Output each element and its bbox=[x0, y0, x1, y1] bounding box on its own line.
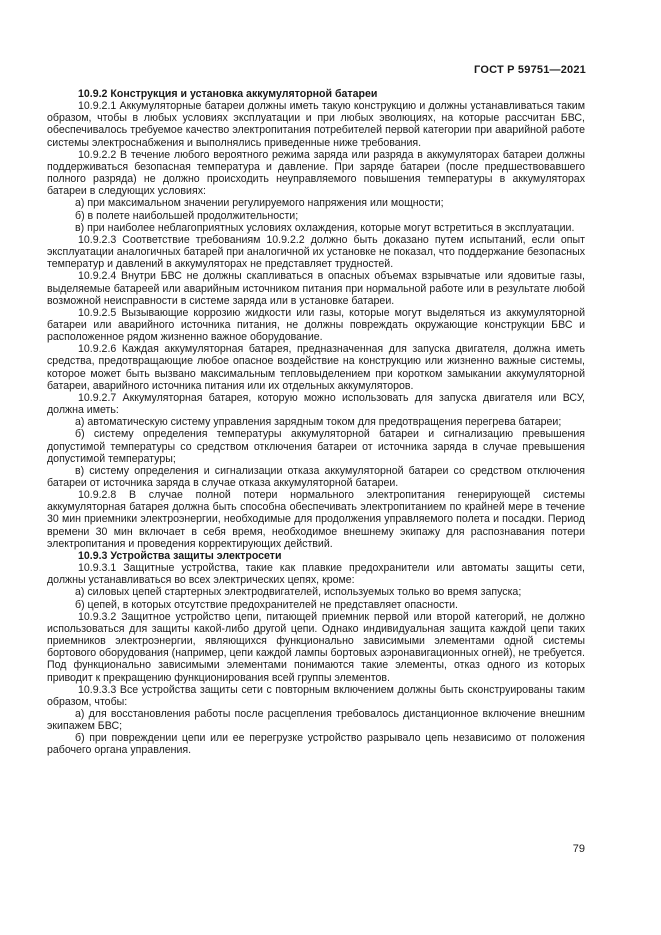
list-item: б) в полете наибольшей продолжительности; bbox=[75, 209, 299, 222]
section-heading: 10.9.2 Конструкция и установка аккумуляторной батареи bbox=[78, 88, 378, 100]
list-item: б) систему определения температуры аккумуляторной батареи и сигнализацию превышения допустимой температуры со средством отключения батареи от источника заряда в случае превышения допустимой температуры; bbox=[47, 428, 585, 465]
list-item: в) при наиболее неблагоприятных условиях охлаждения, которые могут встретиться в эксплуатации. bbox=[75, 221, 575, 234]
document-code: ГОСТ Р 59751—2021 bbox=[474, 64, 586, 76]
document-body bbox=[47, 88, 585, 757]
paragraph: 10.9.3.3 Все устройства защиты сети с повторным включением должны быть сконструированы таким образом, чтобы: bbox=[47, 683, 585, 708]
list-item: а) для восстановления работы после расцепления требовалось дистанционное включение внешним экипажем БВС; bbox=[47, 707, 585, 733]
paragraph: 10.9.3.2 Защитное устройство цепи, питающей приемник первой или второй категорий, не должно использоваться для защиты какой-либо другой цепи. Однако индивидуальная защита каждой цепи таких приемников электроэнергии, являющихся функционально зависимыми элементами одной системы бортового оборудования (например, цепи каждой лампы бортовых аэронавигационных огней), не требуется. Под функционально зависимыми элементами понимаются такие элементы, отказ одного из которых приводит к прекращению функционирования всей группы элементов. bbox=[47, 610, 585, 684]
paragraph: 10.9.2.6 Каждая аккумуляторная батарея, предназначенная для запуска двигателя, должна иметь средства, предотвращающие любое опасное воздействие на конструкцию или жизненно важные системы, которое может быть вызвано максимальным тепловыделением при коротком замыкании аккумуляторной батареи, аварийного источника питания или их отдельных аккумуляторов. bbox=[47, 343, 585, 392]
paragraph: 10.9.2.7 Аккумуляторная батарея, которую можно использовать для запуска двигателя или ВСУ, должна иметь: bbox=[47, 391, 585, 417]
paragraph: 10.9.2.3 Соответствие требованиям 10.9.2.2 должно быть доказано путем испытаний, если опыт эксплуатации аналогичных батарей при аналогичной их установке не показал, что поддержание безопасных температур и давлений в аккумуляторах не представляет трудностей. bbox=[47, 233, 585, 271]
page-number: 79 bbox=[572, 843, 585, 855]
paragraph: 10.9.2.5 Вызывающие коррозию жидкости или газы, которые могут выделяться из аккумуляторной батареи или аварийного источника питания, не должны повреждать окружающие конструкции БВС и расположенное рядом жизненно важное оборудование. bbox=[47, 306, 585, 344]
list-item: б) при повреждении цепи или ее перегрузке устройство разрывало цепь независимо от положения рабочего органа управления. bbox=[47, 732, 585, 757]
paragraph: 10.9.2.4 Внутри БВС не должны скапливаться в опасных объемах взрывчатые или ядовитые газы, выделяемые батареей или аварийным источником питания при нормальной работе или в результате любой возможной неисправности в системе заряда или в установке батареи. bbox=[47, 270, 585, 307]
paragraph: 10.9.2.8 В случае полной потери нормального электропитания генерирующей системы аккумуляторная батарея должна быть способна обеспечивать электропитанием по крайней мере в течение 30 мин приемники электроэнергии, необходимые для продолжения управляемого полета и посадки. Период времени 30 мин включает в себя время, необходимое внешнему экипажу для распознавания потери электропитания и проведения корректирующих действий. bbox=[47, 489, 585, 550]
list-item: в) систему определения и сигнализации отказа аккумуляторной батареи со средством отключения батареи от источника заряда в случае отказа аккумуляторной батареи. bbox=[47, 464, 585, 489]
section-heading: 10.9.3 Устройства защиты электросети bbox=[78, 549, 282, 562]
list-item: б) цепей, в которых отсутствие предохранителей не представляет опасности. bbox=[75, 598, 458, 611]
list-item: а) при максимальном значении регулируемого напряжения или мощности; bbox=[75, 197, 444, 210]
list-item: а) автоматическую систему управления зарядным током для предотвращения перегрева батареи; bbox=[75, 416, 562, 429]
paragraph: 10.9.2.2 В течение любого вероятного режима заряда или разряда в аккумуляторах батареи должны поддерживаться безопасная температура и давление. При заряде батареи (после предшествовавшего полного разряда) не должно происходить неуправляемого повышения температуры в аккумуляторах батареи в следующих условиях: bbox=[47, 148, 585, 198]
paragraph: 10.9.3.1 Защитные устройства, такие как плавкие предохранители или автоматы защиты сети, должны устанавливаться во всех электрических цепях, кроме: bbox=[47, 562, 585, 587]
list-item: а) силовых цепей стартерных электродвигателей, используемых только во время запуска; bbox=[75, 586, 522, 599]
paragraph: 10.9.2.1 Аккумуляторные батареи должны иметь такую конструкцию и должны устанавливаться таким образом, чтобы в любых условиях эксплуатации и при любых эволюциях, на которые рассчитан БВС, обеспечивалось требуемое качество электропитания потребителей первой категории при аварийной работе системы электроснабжения и выполнялись приведенные ниже требования. bbox=[47, 100, 585, 149]
